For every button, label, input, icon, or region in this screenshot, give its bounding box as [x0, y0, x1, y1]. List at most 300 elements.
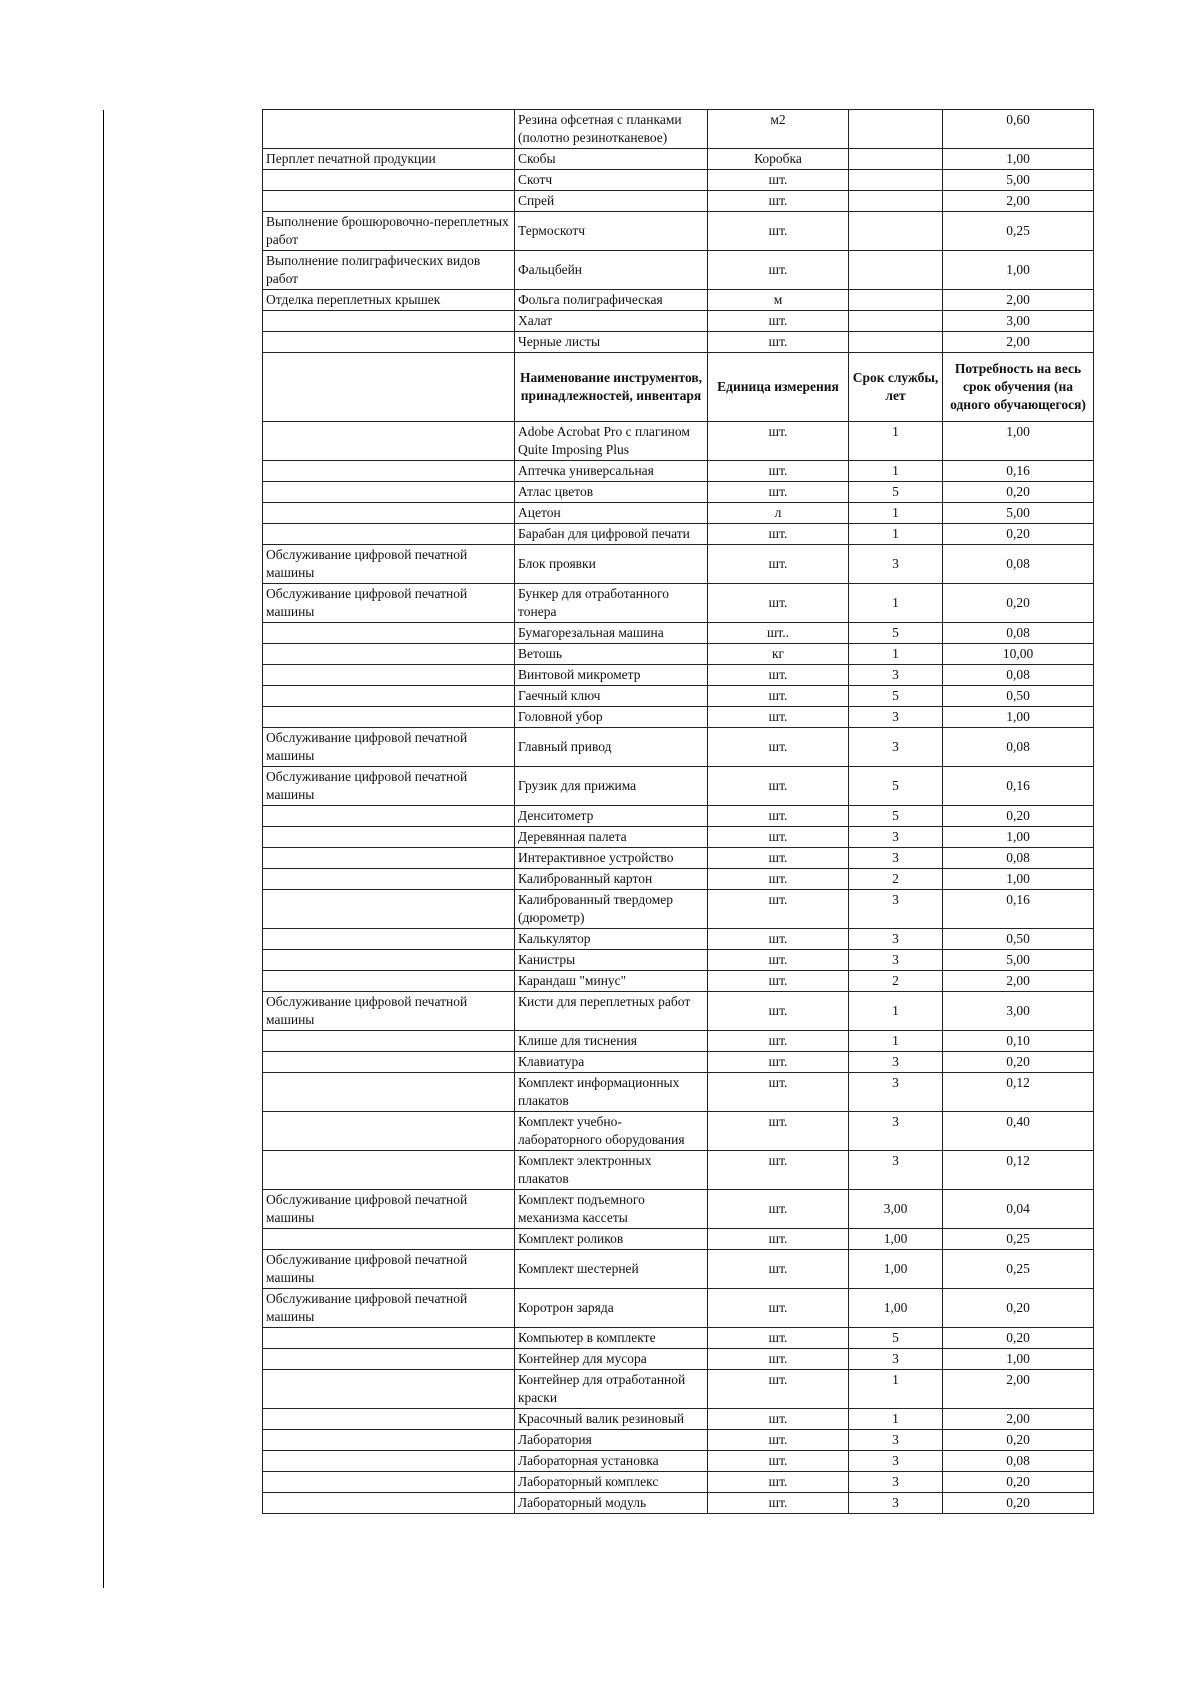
row-activity	[263, 482, 515, 503]
row-item-name: Комплект информационных плакатов	[515, 1073, 708, 1112]
table-header-section	[263, 353, 1094, 422]
row-activity	[263, 422, 515, 461]
row-unit: шт.	[708, 170, 849, 191]
table-row	[263, 524, 1094, 545]
row-requirement: 0,12	[943, 1151, 1094, 1190]
row-unit: шт.	[708, 1409, 849, 1430]
row-item-name: Калькулятор	[515, 929, 708, 950]
row-activity	[263, 623, 515, 644]
row-unit: шт.	[708, 212, 849, 251]
table-row	[263, 503, 1094, 524]
row-item-name: Калиброванный твердомер (дюрометр)	[515, 890, 708, 929]
row-activity: Выполнение полиграфических видов работ	[263, 251, 515, 290]
row-service-life: 5	[849, 686, 943, 707]
table-row	[263, 482, 1094, 503]
row-requirement: 0,20	[943, 806, 1094, 827]
row-service-life: 1	[849, 503, 943, 524]
row-requirement: 0,04	[943, 1190, 1094, 1229]
row-item-name: Бункер для отработанного тонера	[515, 584, 708, 623]
row-requirement: 1,00	[943, 869, 1094, 890]
row-service-life	[849, 212, 943, 251]
row-activity: Обслуживание цифровой печатной машины	[263, 1250, 515, 1289]
row-unit: шт.	[708, 1250, 849, 1289]
row-service-life: 1	[849, 644, 943, 665]
row-activity	[263, 707, 515, 728]
row-requirement: 1,00	[943, 251, 1094, 290]
row-unit: шт.	[708, 767, 849, 806]
row-requirement: 10,00	[943, 644, 1094, 665]
row-item-name: Интерактивное устройство	[515, 848, 708, 869]
table-row	[263, 1451, 1094, 1472]
table-row	[263, 767, 1094, 806]
row-requirement: 1,00	[943, 827, 1094, 848]
row-service-life: 5	[849, 767, 943, 806]
row-item-name: Комплект роликов	[515, 1229, 708, 1250]
row-activity	[263, 929, 515, 950]
row-unit: шт.	[708, 422, 849, 461]
row-unit: шт.	[708, 1031, 849, 1052]
row-item-name: Комплект подъемного механизма кассеты	[515, 1190, 708, 1229]
row-requirement: 2,00	[943, 1370, 1094, 1409]
row-activity	[263, 191, 515, 212]
row-activity	[263, 1229, 515, 1250]
row-service-life: 3	[849, 827, 943, 848]
row-requirement: 0,08	[943, 665, 1094, 686]
row-service-life: 3	[849, 545, 943, 584]
row-unit: шт.	[708, 191, 849, 212]
row-requirement: 3,00	[943, 311, 1094, 332]
row-activity	[263, 170, 515, 191]
row-service-life: 1	[849, 461, 943, 482]
row-activity	[263, 971, 515, 992]
table-row	[263, 1190, 1094, 1229]
row-service-life	[849, 191, 943, 212]
table-header-row	[263, 353, 1094, 422]
table-row	[263, 869, 1094, 890]
row-activity	[263, 1430, 515, 1451]
row-unit: шт.	[708, 827, 849, 848]
row-requirement: 0,25	[943, 1229, 1094, 1250]
row-service-life: 3	[849, 1472, 943, 1493]
row-activity: Выполнение брошюровочно-переплетных работ	[263, 212, 515, 251]
row-requirement: 1,00	[943, 422, 1094, 461]
row-unit: шт.	[708, 971, 849, 992]
row-activity	[263, 1370, 515, 1409]
row-item-name: Компьютер в комплекте	[515, 1328, 708, 1349]
row-requirement: 0,20	[943, 584, 1094, 623]
row-service-life: 3	[849, 1052, 943, 1073]
row-requirement: 5,00	[943, 170, 1094, 191]
row-unit: шт.	[708, 665, 849, 686]
row-requirement: 0,08	[943, 728, 1094, 767]
row-requirement: 0,10	[943, 1031, 1094, 1052]
row-service-life: 3	[849, 1430, 943, 1451]
row-unit: шт.	[708, 1073, 849, 1112]
row-activity	[263, 644, 515, 665]
table-row	[263, 1073, 1094, 1112]
row-item-name: Клавиатура	[515, 1052, 708, 1073]
row-requirement: 0,20	[943, 1430, 1094, 1451]
row-unit: шт.	[708, 707, 849, 728]
row-unit: Коробка	[708, 149, 849, 170]
row-activity	[263, 1493, 515, 1514]
table-row	[263, 1493, 1094, 1514]
row-service-life	[849, 110, 943, 149]
table-row	[263, 1031, 1094, 1052]
row-requirement: 2,00	[943, 971, 1094, 992]
row-item-name: Коротрон заряда	[515, 1289, 708, 1328]
row-activity	[263, 806, 515, 827]
table-row	[263, 806, 1094, 827]
row-activity	[263, 1052, 515, 1073]
row-item-name: Клише для тиснения	[515, 1031, 708, 1052]
row-requirement: 1,00	[943, 707, 1094, 728]
row-requirement: 1,00	[943, 1349, 1094, 1370]
table-row	[263, 707, 1094, 728]
row-item-name: Фольга полиграфическая	[515, 290, 708, 311]
row-service-life: 5	[849, 1328, 943, 1349]
row-service-life: 1	[849, 524, 943, 545]
row-unit: шт.	[708, 545, 849, 584]
row-unit: шт.	[708, 1229, 849, 1250]
row-service-life: 3,00	[849, 1190, 943, 1229]
row-service-life: 2	[849, 869, 943, 890]
row-activity	[263, 524, 515, 545]
row-activity	[263, 665, 515, 686]
row-requirement: 0,25	[943, 212, 1094, 251]
row-requirement: 0,20	[943, 1328, 1094, 1349]
row-service-life: 1	[849, 1370, 943, 1409]
row-activity: Обслуживание цифровой печатной машины	[263, 767, 515, 806]
table-row	[263, 110, 1094, 149]
row-service-life: 3	[849, 1151, 943, 1190]
row-service-life: 3	[849, 848, 943, 869]
table-row	[263, 332, 1094, 353]
row-service-life: 5	[849, 482, 943, 503]
table-row	[263, 1328, 1094, 1349]
row-item-name: Лабораторный комплекс	[515, 1472, 708, 1493]
row-item-name: Атлас цветов	[515, 482, 708, 503]
table-row	[263, 545, 1094, 584]
row-activity	[263, 1349, 515, 1370]
row-item-name: Спрей	[515, 191, 708, 212]
table-row	[263, 584, 1094, 623]
row-activity	[263, 1031, 515, 1052]
row-activity	[263, 1151, 515, 1190]
table-row	[263, 1052, 1094, 1073]
row-service-life: 1,00	[849, 1289, 943, 1328]
row-unit: шт.	[708, 950, 849, 971]
table-row	[263, 1250, 1094, 1289]
row-item-name: Калиброванный картон	[515, 869, 708, 890]
row-service-life: 3	[849, 665, 943, 686]
table-row	[263, 950, 1094, 971]
row-service-life: 1	[849, 584, 943, 623]
row-activity	[263, 1112, 515, 1151]
row-requirement: 0,12	[943, 1073, 1094, 1112]
row-activity	[263, 1328, 515, 1349]
row-requirement: 0,20	[943, 524, 1094, 545]
tools-section	[263, 422, 1094, 1514]
table-row	[263, 1112, 1094, 1151]
row-requirement: 1,00	[943, 149, 1094, 170]
row-activity	[263, 503, 515, 524]
table-row	[263, 251, 1094, 290]
row-activity	[263, 1409, 515, 1430]
row-item-name: Красочный валик резиновый	[515, 1409, 708, 1430]
row-item-name: Канистры	[515, 950, 708, 971]
table-row	[263, 191, 1094, 212]
row-item-name: Резина офсетная с планками (полотно резинотканевое)	[515, 110, 708, 149]
row-service-life: 5	[849, 806, 943, 827]
row-item-name: Лабораторная установка	[515, 1451, 708, 1472]
table-row	[263, 1151, 1094, 1190]
row-unit: шт.	[708, 869, 849, 890]
row-item-name: Лаборатория	[515, 1430, 708, 1451]
row-activity	[263, 332, 515, 353]
materials-section	[263, 110, 1094, 353]
row-item-name: Аптечка универсальная	[515, 461, 708, 482]
row-item-name: Комплект электронных плакатов	[515, 1151, 708, 1190]
row-unit: шт.	[708, 1052, 849, 1073]
row-activity: Обслуживание цифровой печатной машины	[263, 728, 515, 767]
row-unit: шт.	[708, 1370, 849, 1409]
row-activity	[263, 1472, 515, 1493]
table-row	[263, 212, 1094, 251]
header-name: Наименование инструментов, принадлежностей, инвентаря	[515, 353, 708, 422]
table-row	[263, 290, 1094, 311]
row-item-name: Блок проявки	[515, 545, 708, 584]
row-service-life: 1,00	[849, 1250, 943, 1289]
row-unit: м	[708, 290, 849, 311]
row-service-life: 3	[849, 890, 943, 929]
row-service-life	[849, 149, 943, 170]
table-row	[263, 422, 1094, 461]
row-item-name: Adobe Acrobat Pro с плагином Quite Imposing Plus	[515, 422, 708, 461]
row-activity: Обслуживание цифровой печатной машины	[263, 1289, 515, 1328]
row-activity	[263, 1073, 515, 1112]
row-requirement: 2,00	[943, 191, 1094, 212]
table-row	[263, 1472, 1094, 1493]
row-activity: Обслуживание цифровой печатной машины	[263, 545, 515, 584]
row-activity: Отделка переплетных крышек	[263, 290, 515, 311]
row-item-name: Халат	[515, 311, 708, 332]
row-item-name: Контейнер для мусора	[515, 1349, 708, 1370]
row-item-name: Барабан для цифровой печати	[515, 524, 708, 545]
row-service-life: 3	[849, 929, 943, 950]
table-row	[263, 728, 1094, 767]
row-item-name: Бумагорезальная машина	[515, 623, 708, 644]
row-unit: шт.	[708, 1112, 849, 1151]
row-activity: Обслуживание цифровой печатной машины	[263, 1190, 515, 1229]
row-requirement: 0,20	[943, 1472, 1094, 1493]
row-unit: шт.	[708, 482, 849, 503]
row-unit: л	[708, 503, 849, 524]
row-item-name: Комплект учебно-лабораторного оборудования	[515, 1112, 708, 1151]
row-item-name: Грузик для прижима	[515, 767, 708, 806]
row-service-life: 3	[849, 1349, 943, 1370]
page-margin-line	[103, 110, 104, 1588]
row-item-name: Денситометр	[515, 806, 708, 827]
row-unit: шт.	[708, 686, 849, 707]
row-item-name: Скотч	[515, 170, 708, 191]
row-service-life	[849, 290, 943, 311]
row-activity	[263, 311, 515, 332]
row-service-life	[849, 311, 943, 332]
row-item-name: Скобы	[515, 149, 708, 170]
table-row	[263, 461, 1094, 482]
row-requirement: 0,08	[943, 848, 1094, 869]
row-requirement: 0,16	[943, 767, 1094, 806]
row-unit: шт.	[708, 461, 849, 482]
row-requirement: 2,00	[943, 332, 1094, 353]
table-row	[263, 1409, 1094, 1430]
table-row	[263, 929, 1094, 950]
row-unit: шт.	[708, 929, 849, 950]
table-row	[263, 1370, 1094, 1409]
table-row	[263, 686, 1094, 707]
row-unit: шт.	[708, 251, 849, 290]
row-unit: шт.	[708, 584, 849, 623]
row-activity	[263, 869, 515, 890]
equipment-table	[262, 109, 1094, 1514]
row-item-name: Ацетон	[515, 503, 708, 524]
row-service-life	[849, 170, 943, 191]
row-item-name: Деревянная палета	[515, 827, 708, 848]
table-row	[263, 311, 1094, 332]
row-unit: шт.	[708, 806, 849, 827]
row-requirement: 2,00	[943, 1409, 1094, 1430]
row-item-name: Кисти для переплетных работ	[515, 992, 708, 1031]
row-activity	[263, 1451, 515, 1472]
table-row	[263, 623, 1094, 644]
row-requirement: 0,08	[943, 623, 1094, 644]
row-item-name: Лабораторный модуль	[515, 1493, 708, 1514]
row-requirement: 0,40	[943, 1112, 1094, 1151]
row-service-life: 3	[849, 728, 943, 767]
table-row	[263, 644, 1094, 665]
table-row	[263, 665, 1094, 686]
row-item-name: Головной убор	[515, 707, 708, 728]
table-row	[263, 848, 1094, 869]
table-row	[263, 992, 1094, 1031]
row-item-name: Карандаш "минус"	[515, 971, 708, 992]
row-item-name: Фальцбейн	[515, 251, 708, 290]
row-unit: м2	[708, 110, 849, 149]
table-row	[263, 890, 1094, 929]
row-unit: шт.	[708, 1493, 849, 1514]
row-requirement: 0,20	[943, 1289, 1094, 1328]
row-activity	[263, 827, 515, 848]
header-need: Потребность на весь срок обучения (на одного обучающегося)	[943, 353, 1094, 422]
row-unit: шт.	[708, 1472, 849, 1493]
row-item-name: Черные листы	[515, 332, 708, 353]
row-unit: шт.	[708, 1328, 849, 1349]
row-unit: шт.	[708, 311, 849, 332]
row-unit: шт.	[708, 890, 849, 929]
row-service-life: 3	[849, 1493, 943, 1514]
row-requirement: 0,50	[943, 686, 1094, 707]
row-service-life	[849, 332, 943, 353]
row-service-life: 1,00	[849, 1229, 943, 1250]
row-item-name: Комплект шестерней	[515, 1250, 708, 1289]
row-activity	[263, 950, 515, 971]
row-service-life: 3	[849, 1073, 943, 1112]
row-item-name: Термоскотч	[515, 212, 708, 251]
row-requirement: 5,00	[943, 950, 1094, 971]
row-item-name: Винтовой микрометр	[515, 665, 708, 686]
row-unit: шт.	[708, 1190, 849, 1229]
row-requirement: 0,08	[943, 1451, 1094, 1472]
row-service-life: 3	[849, 1451, 943, 1472]
row-service-life: 3	[849, 707, 943, 728]
row-requirement: 0,08	[943, 545, 1094, 584]
row-service-life: 2	[849, 971, 943, 992]
row-activity	[263, 890, 515, 929]
table-row	[263, 1229, 1094, 1250]
row-unit: шт..	[708, 623, 849, 644]
row-activity: Перплет печатной продукции	[263, 149, 515, 170]
row-item-name: Контейнер для отработанной краски	[515, 1370, 708, 1409]
row-unit: шт.	[708, 1349, 849, 1370]
table-row	[263, 170, 1094, 191]
row-item-name: Ветошь	[515, 644, 708, 665]
row-item-name: Главный привод	[515, 728, 708, 767]
row-service-life: 5	[849, 623, 943, 644]
row-activity	[263, 686, 515, 707]
row-requirement: 5,00	[943, 503, 1094, 524]
row-requirement: 0,60	[943, 110, 1094, 149]
table-row	[263, 1430, 1094, 1451]
row-item-name: Гаечный ключ	[515, 686, 708, 707]
row-service-life: 3	[849, 1112, 943, 1151]
table-row	[263, 1349, 1094, 1370]
header-life: Срок службы, лет	[849, 353, 943, 422]
row-activity	[263, 461, 515, 482]
row-requirement: 0,25	[943, 1250, 1094, 1289]
row-unit: кг	[708, 644, 849, 665]
row-unit: шт.	[708, 1430, 849, 1451]
row-requirement: 0,50	[943, 929, 1094, 950]
row-requirement: 0,16	[943, 890, 1094, 929]
row-service-life: 1	[849, 1409, 943, 1430]
row-requirement: 3,00	[943, 992, 1094, 1031]
row-activity: Обслуживание цифровой печатной машины	[263, 584, 515, 623]
row-requirement: 0,20	[943, 1493, 1094, 1514]
row-unit: шт.	[708, 728, 849, 767]
row-unit: шт.	[708, 332, 849, 353]
table-row	[263, 971, 1094, 992]
row-unit: шт.	[708, 524, 849, 545]
row-service-life: 3	[849, 950, 943, 971]
table-row	[263, 1289, 1094, 1328]
row-unit: шт.	[708, 1151, 849, 1190]
row-activity: Обслуживание цифровой печатной машины	[263, 992, 515, 1031]
row-requirement: 2,00	[943, 290, 1094, 311]
row-service-life: 1	[849, 422, 943, 461]
row-requirement: 0,16	[943, 461, 1094, 482]
header-unit: Единица измерения	[708, 353, 849, 422]
row-service-life	[849, 251, 943, 290]
table-row	[263, 149, 1094, 170]
table-row	[263, 827, 1094, 848]
row-requirement: 0,20	[943, 482, 1094, 503]
row-unit: шт.	[708, 1289, 849, 1328]
row-unit: шт.	[708, 992, 849, 1031]
row-service-life: 1	[849, 1031, 943, 1052]
row-service-life: 1	[849, 992, 943, 1031]
row-activity	[263, 848, 515, 869]
